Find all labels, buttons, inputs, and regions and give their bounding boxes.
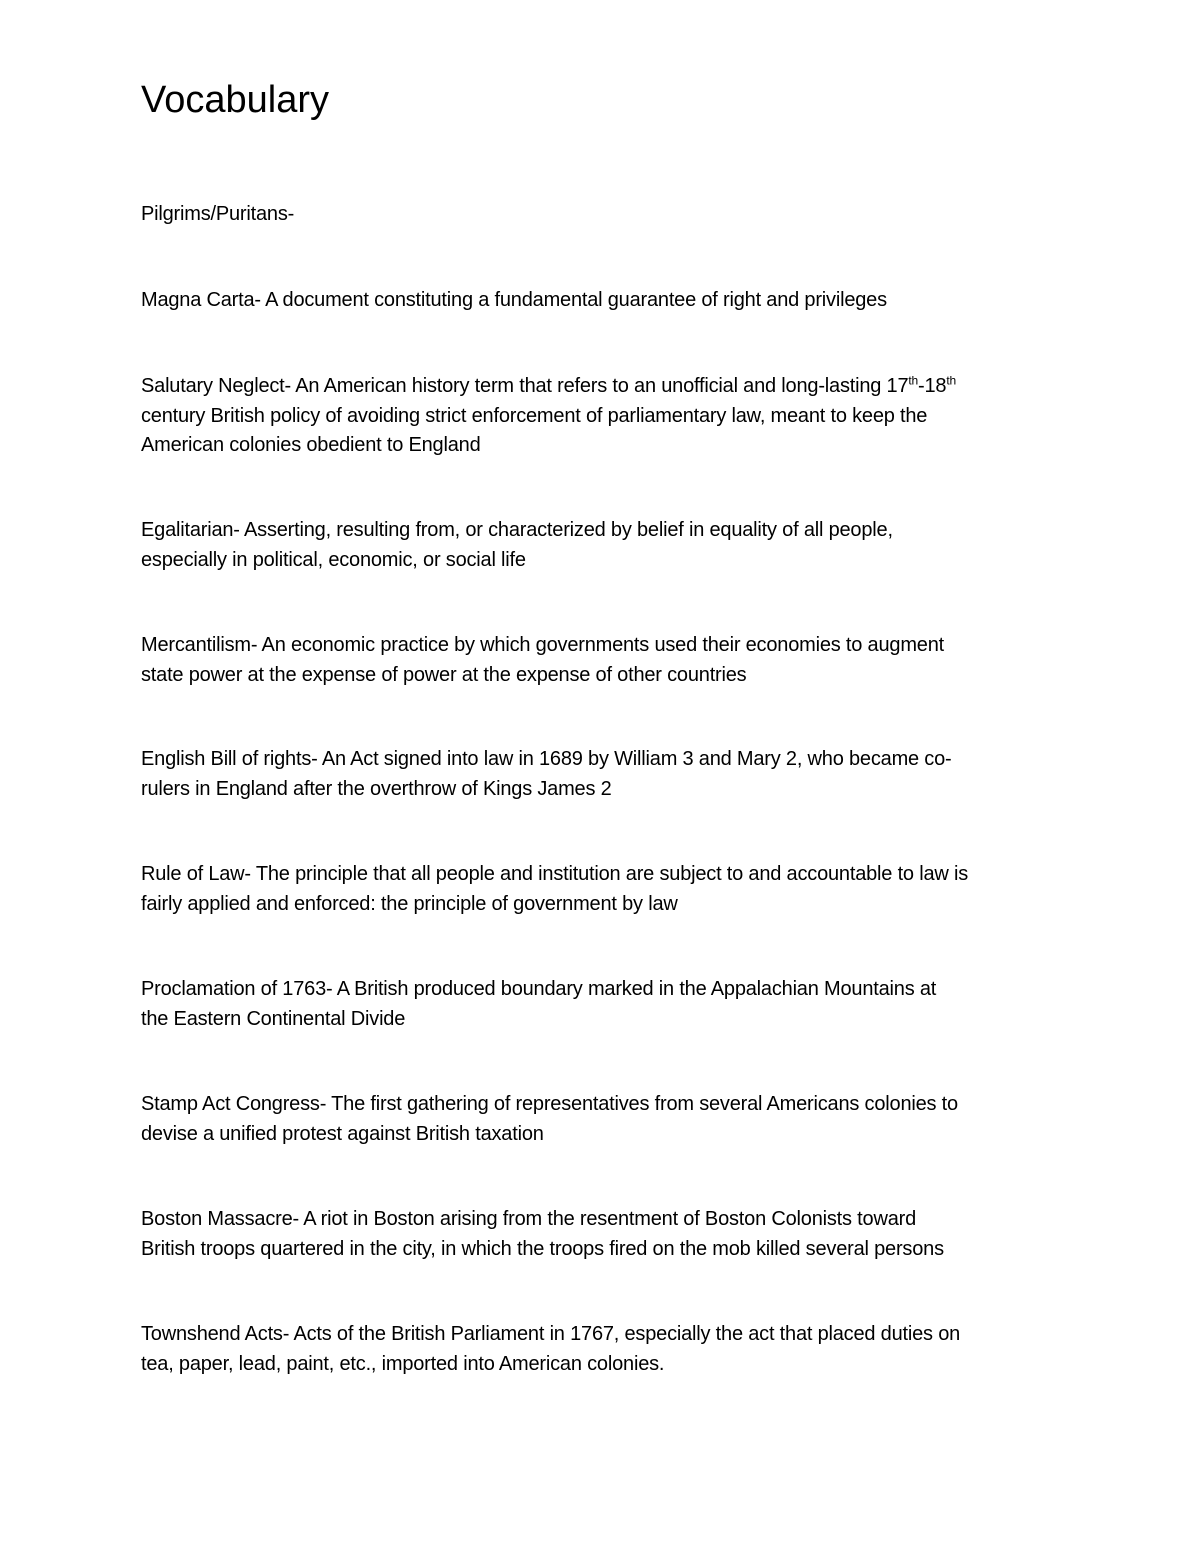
superscript: th [908,373,919,388]
entry-line: Pilgrims/Puritans- [141,203,295,225]
vocab-entry-boston-massacre [141,1205,1071,1264]
vocab-entry-townshend-acts [141,1320,1071,1379]
entry-line: Magna Carta- A document constituting a fundamental guarantee of right and privileges [141,289,887,311]
entry-line: American colonies obedient to England [141,434,481,456]
vocab-entry-rule-of-law [141,860,1071,919]
entry-line: the Eastern Continental Divide [141,1007,406,1030]
entry-line: especially in political, economic, or social life [141,548,526,571]
entry-line: Boston Massacre- A riot in Boston arising from the resentment of Boston Colonists toward [141,1208,916,1230]
entry-line: rulers in England after the overthrow of Kings James 2 [141,777,612,800]
vocab-entry-magna-carta [141,286,1071,316]
entry-line: Townshend Acts- Acts of the British Parliament in 1767, especially the act that placed duties on [141,1323,961,1345]
entry-line: state power at the expense of power at the expense of other countries [141,663,747,686]
page-title: Vocabulary [141,79,330,121]
entry-line: English Bill of rights- An Act signed into law in 1689 by William 3 and Mary 2, who became co- [141,748,952,770]
entry-line: devise a unified protest against British taxation [141,1122,544,1145]
vocab-entry-english-bill-of-rights [141,745,1071,804]
entry-line: tea, paper, lead, paint, etc., imported into American colonies. [141,1352,665,1375]
entry-line-with-superscripts [141,372,1071,402]
entry-line: Mercantilism- An economic practice by which governments used their economies to augment [141,634,944,656]
entry-line: century British policy of avoiding strict enforcement of parliamentary law, meant to keep the [141,404,928,427]
vocab-entry-pilgrims [141,200,1071,230]
entry-line: fairly applied and enforced: the principle of government by law [141,892,678,915]
entry-text: Salutary Neglect- An American history term that refers to an unofficial and long-lasting 17 [141,375,909,397]
vocab-entry-salutary-neglect [141,372,1071,461]
entry-line: Egalitarian- Asserting, resulting from, or characterized by belief in equality of all people, [141,519,893,541]
entry-line: British troops quartered in the city, in which the troops fired on the mob killed several persons [141,1237,944,1260]
vocab-entry-egalitarian [141,516,1071,575]
vocab-entry-mercantilism [141,631,1071,690]
vocab-entry-proclamation-1763 [141,975,1071,1034]
vocab-entry-stamp-act-congress [141,1090,1071,1149]
superscript: th [946,373,956,388]
entry-line: Proclamation of 1763- A British produced boundary marked in the Appalachian Mountains at [141,978,937,1000]
entry-line: Stamp Act Congress- The first gathering of representatives from several Americans colonies to [141,1093,958,1115]
entry-text: -18 [918,375,947,397]
entry-line: Rule of Law- The principle that all people and institution are subject to and accountable to law is [141,863,969,885]
